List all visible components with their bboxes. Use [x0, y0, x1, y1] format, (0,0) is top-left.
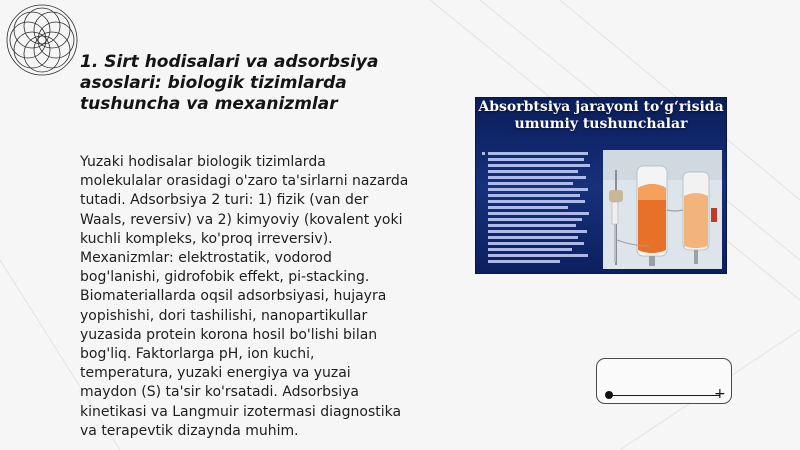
media-progress-control[interactable] [596, 358, 732, 404]
embedded-slide-title: Absorbtsiya jarayoni to‘g‘risida umumiy tushunchalar [478, 99, 724, 132]
slide-title: 1. Sirt hodisalari va adsorbsiya asoslari: biologik tizimlarda tushuncha va mexanizmlar [80, 52, 379, 114]
dot-icon[interactable] [605, 391, 613, 399]
blurred-text-lines-icon [480, 150, 598, 268]
embedded-slide-image [475, 97, 727, 274]
logo-icon [4, 2, 80, 78]
slide-body-text: Yuzaki hodisalar biologik tizimlarda molekulalar orasidagi o'zaro ta'sirlarni nazarda tutadi. Adsorbsiya 2 turi: 1) fizik (van der Waals, reversiv) va 2) kimyoviy (kovalent yoki kuchli kompleks, ko'proq irreversiv). Mexanizmlar: elektrostatik, vodorod bog'lanishi, gidrofobik effekt, pi-stacking. Biomateriallarda oqsil adsorbsiyasi, hujayra yopishishi, dori tashilishi, nanopartikullar yuzasida protein korona hosil bo'lishi bilan bog'liq. Faktorlarga pH, ion kuchi, temperatura, yuzaki energiya va yuzai maydon (S) ta'sir ko'rsatadi. Adsorbsiya kinetikasi va Langmuir izotermasi diagnostika va terapevtik dizaynda muhim. [80, 154, 409, 439]
embedded-slide-bullets [480, 150, 598, 271]
progress-track[interactable] [609, 395, 720, 396]
plus-icon[interactable]: + [714, 386, 726, 402]
laboratory-glassware-icon [603, 150, 722, 269]
